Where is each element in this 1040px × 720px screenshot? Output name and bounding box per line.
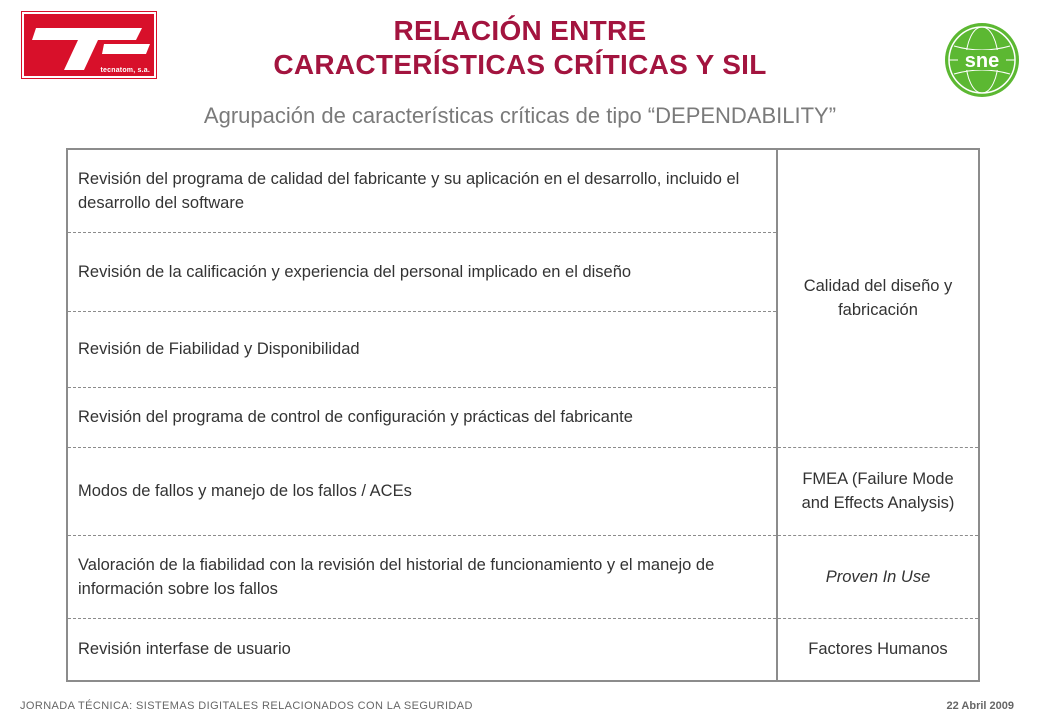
- dependability-table: [66, 148, 980, 682]
- sne-logo-text: sne: [964, 50, 1000, 72]
- table-row: [67, 535, 979, 618]
- table-cell-right-group: Calidad del diseño y fabricación: [777, 149, 979, 447]
- table-cell-right: Factores Humanos: [777, 618, 979, 681]
- table-row: [67, 618, 979, 681]
- table-cell-left: Valoración de la fiabilidad con la revisión del historial de funcionamiento y el manejo de información sobre los fallos: [67, 535, 777, 618]
- table-cell-right: Proven In Use: [777, 535, 979, 618]
- sne-logo: [942, 20, 1022, 100]
- table-row: [67, 149, 979, 232]
- tecnatom-logo: [22, 12, 156, 78]
- sne-globe-icon: [942, 20, 1022, 100]
- table-cell-left: Revisión de la calificación y experiencia del personal implicado en el diseño: [67, 232, 777, 311]
- page-subtitle: Agrupación de características críticas de tipo “DEPENDABILITY”: [203, 103, 837, 128]
- title-line-2: CARACTERÍSTICAS CRÍTICAS Y SIL: [273, 49, 767, 80]
- tecnatom-logo-text: tecnatom, s.a.: [100, 67, 150, 74]
- footer-date: 22 Abril 2009: [946, 700, 1014, 712]
- table-cell-left: Revisión interfase de usuario: [67, 618, 777, 681]
- table-row: [67, 447, 979, 535]
- table-cell-left: Revisión del programa de calidad del fabricante y su aplicación en el desarrollo, incluido el desarrollo del software: [78, 169, 740, 212]
- table-cell-left: Modos de fallos y manejo de los fallos / ACEs: [67, 447, 777, 535]
- footer-event-name: JORNADA TÉCNICA: SISTEMAS DIGITALES RELACIONADOS CON LA SEGURIDAD: [20, 700, 473, 712]
- title-line-1: RELACIÓN ENTRE: [393, 15, 647, 46]
- table-cell-right: FMEA (Failure Mode and Effects Analysis): [777, 447, 979, 535]
- table-cell-left: Revisión de Fiabilidad y Disponibilidad: [67, 311, 777, 387]
- table-cell-left: Revisión del programa de control de configuración y prácticas del fabricante: [67, 387, 777, 447]
- page-title: [160, 14, 880, 82]
